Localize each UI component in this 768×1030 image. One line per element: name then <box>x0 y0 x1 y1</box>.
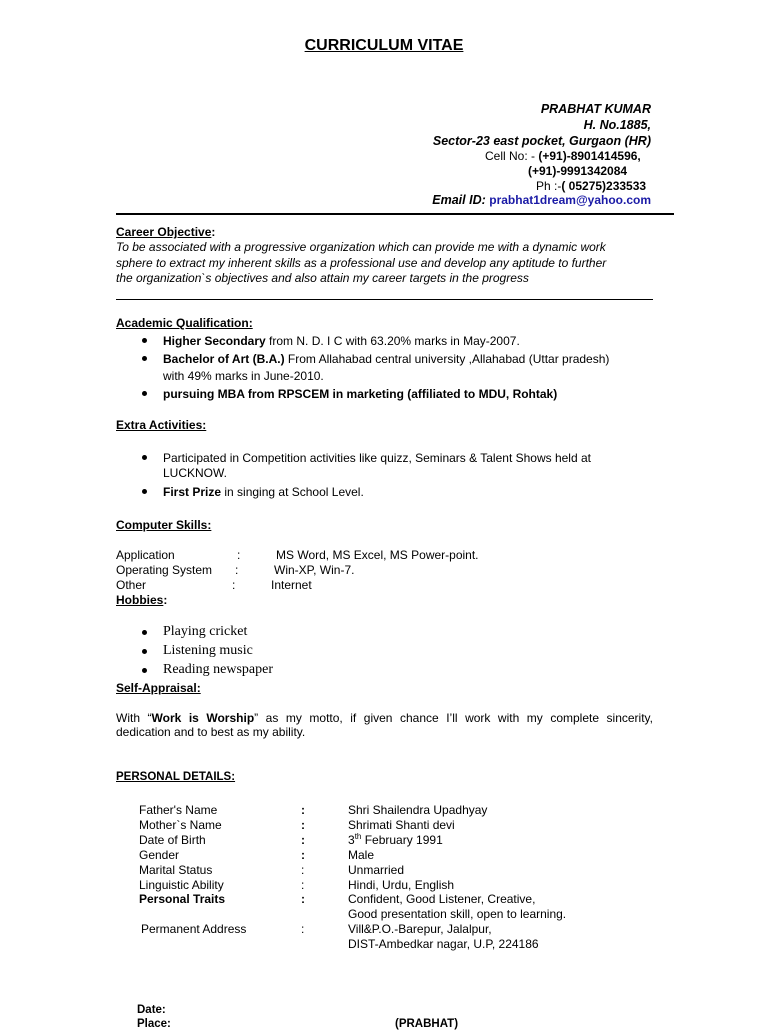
phone-number: ( 05275)233533 <box>561 179 647 193</box>
academic-item: pursuing MBA from RPSCEM in marketing (affiliated to MDU, Rohtak) <box>163 387 558 401</box>
detail-value: Male <box>348 848 375 862</box>
detail-colon: : <box>301 803 305 817</box>
signature: (PRABHAT) <box>395 1018 459 1030</box>
bullet <box>142 649 147 654</box>
detail-label: Gender <box>139 848 180 862</box>
self-appraisal-text-cont: dedication and to best as my ability. <box>116 725 306 739</box>
cell-number-1: (+91)-8901414596, <box>538 149 641 163</box>
detail-value: Vill&P.O.-Barepur, Jalalpur, <box>348 922 492 936</box>
cell-number-2: (+91)-9991342084 <box>528 164 628 178</box>
document-title: CURRICULUM VITAE <box>304 37 464 54</box>
phone-line <box>536 179 646 193</box>
academic-item: Bachelor of Art (B.A.) From Allahabad central university ,Allahabad (Uttar pradesh) <box>163 352 610 366</box>
bullet <box>142 668 147 673</box>
detail-label: Mother`s Name <box>139 818 222 832</box>
hobby-item: Listening music <box>163 643 253 658</box>
personal-details-heading: PERSONAL DETAILS: <box>116 771 236 783</box>
place-label: Place: <box>137 1018 171 1030</box>
detail-colon: : <box>301 922 305 936</box>
bullet <box>142 489 147 494</box>
computer-skills-heading: Computer Skills: <box>116 518 212 532</box>
detail-value: Hindi, Urdu, English <box>348 878 455 892</box>
hobbies-heading: Hobbies: <box>116 593 168 607</box>
skill-colon: : <box>232 578 236 592</box>
hobby-item: Reading newspaper <box>163 662 274 677</box>
skill-value: MS Word, MS Excel, MS Power-point. <box>276 548 479 562</box>
detail-value: 3th February 1991 <box>348 832 443 847</box>
skill-label: Other <box>116 578 147 592</box>
detail-label: Father's Name <box>139 803 218 817</box>
bullet <box>142 630 147 635</box>
skill-colon: : <box>237 548 241 562</box>
extra-item: First Prize in singing at School Level. <box>163 485 364 499</box>
detail-label: Permanent Address <box>141 922 247 936</box>
detail-value: Shrimati Shanti devi <box>348 818 455 832</box>
skill-value: Internet <box>271 578 312 592</box>
cell-label: Cell No: - <box>485 149 539 163</box>
academic-item-cont: with 49% marks in June-2010. <box>163 369 324 383</box>
skill-label: Operating System <box>116 563 213 577</box>
address-sector: Sector-23 east pocket, Gurgaon (HR) <box>432 134 651 148</box>
hobby-item: Playing cricket <box>163 624 248 639</box>
detail-value-cont: Good presentation skill, open to learning. <box>348 907 567 921</box>
career-objective-heading: Career Objective: <box>116 225 216 239</box>
detail-label: Personal Traits <box>139 892 226 906</box>
detail-value: Shri Shailendra Upadhyay <box>348 803 488 817</box>
cell-line-1 <box>485 149 641 163</box>
bullet <box>142 356 147 361</box>
address-house: H. No.1885, <box>583 118 651 132</box>
email-link[interactable]: prabhat1dream@yahoo.com <box>489 193 651 207</box>
extra-activities-heading: Extra Activities: <box>116 418 207 432</box>
detail-colon: : <box>301 892 305 906</box>
header-divider <box>116 213 674 215</box>
candidate-name: PRABHAT KUMAR <box>540 102 651 116</box>
detail-value-cont: DIST-Ambedkar nagar, U.P, 224186 <box>348 937 539 951</box>
skill-value: Win-XP, Win-7. <box>274 563 355 577</box>
detail-label: Marital Status <box>139 863 213 877</box>
detail-label: Date of Birth <box>139 833 206 847</box>
bullet <box>142 455 147 460</box>
academic-heading: Academic Qualification: <box>116 316 253 330</box>
bullet <box>142 391 147 396</box>
detail-colon: : <box>301 863 305 877</box>
date-label: Date: <box>137 1004 166 1016</box>
skill-colon: : <box>235 563 239 577</box>
career-objective-text: To be associated with a progressive organization which can provide me with a dynamic work sphere to extract my inherent skills as a professional use and develop any aptitude to further the organization`s objectives and also attain my career targets in the progress <box>116 240 607 285</box>
phone-label: Ph :- <box>536 179 562 193</box>
extra-item-cont: LUCKNOW. <box>163 466 228 480</box>
extra-item: Participated in Competition activities like quizz, Seminars & Talent Shows held at <box>163 451 591 465</box>
detail-colon: : <box>301 878 305 892</box>
academic-item: Higher Secondary from N. D. I C with 63.20% marks in May-2007. <box>163 334 520 348</box>
detail-value: Confident, Good Listener, Creative, <box>348 892 536 906</box>
skill-label: Application <box>116 548 175 562</box>
detail-colon: : <box>301 818 305 832</box>
bullet <box>142 338 147 343</box>
detail-label: Linguistic Ability <box>139 878 224 892</box>
self-appraisal-heading: Self-Appraisal: <box>116 681 201 695</box>
email-line <box>432 193 651 207</box>
detail-colon: : <box>301 848 305 862</box>
career-divider <box>116 299 653 300</box>
detail-colon: : <box>301 833 305 847</box>
email-label: Email ID: <box>432 193 490 207</box>
detail-value: Unmarried <box>348 863 405 877</box>
self-appraisal-text: With “Work is Worship” as my motto, if given chance I’ll work with my complete sincerity, <box>116 711 653 725</box>
